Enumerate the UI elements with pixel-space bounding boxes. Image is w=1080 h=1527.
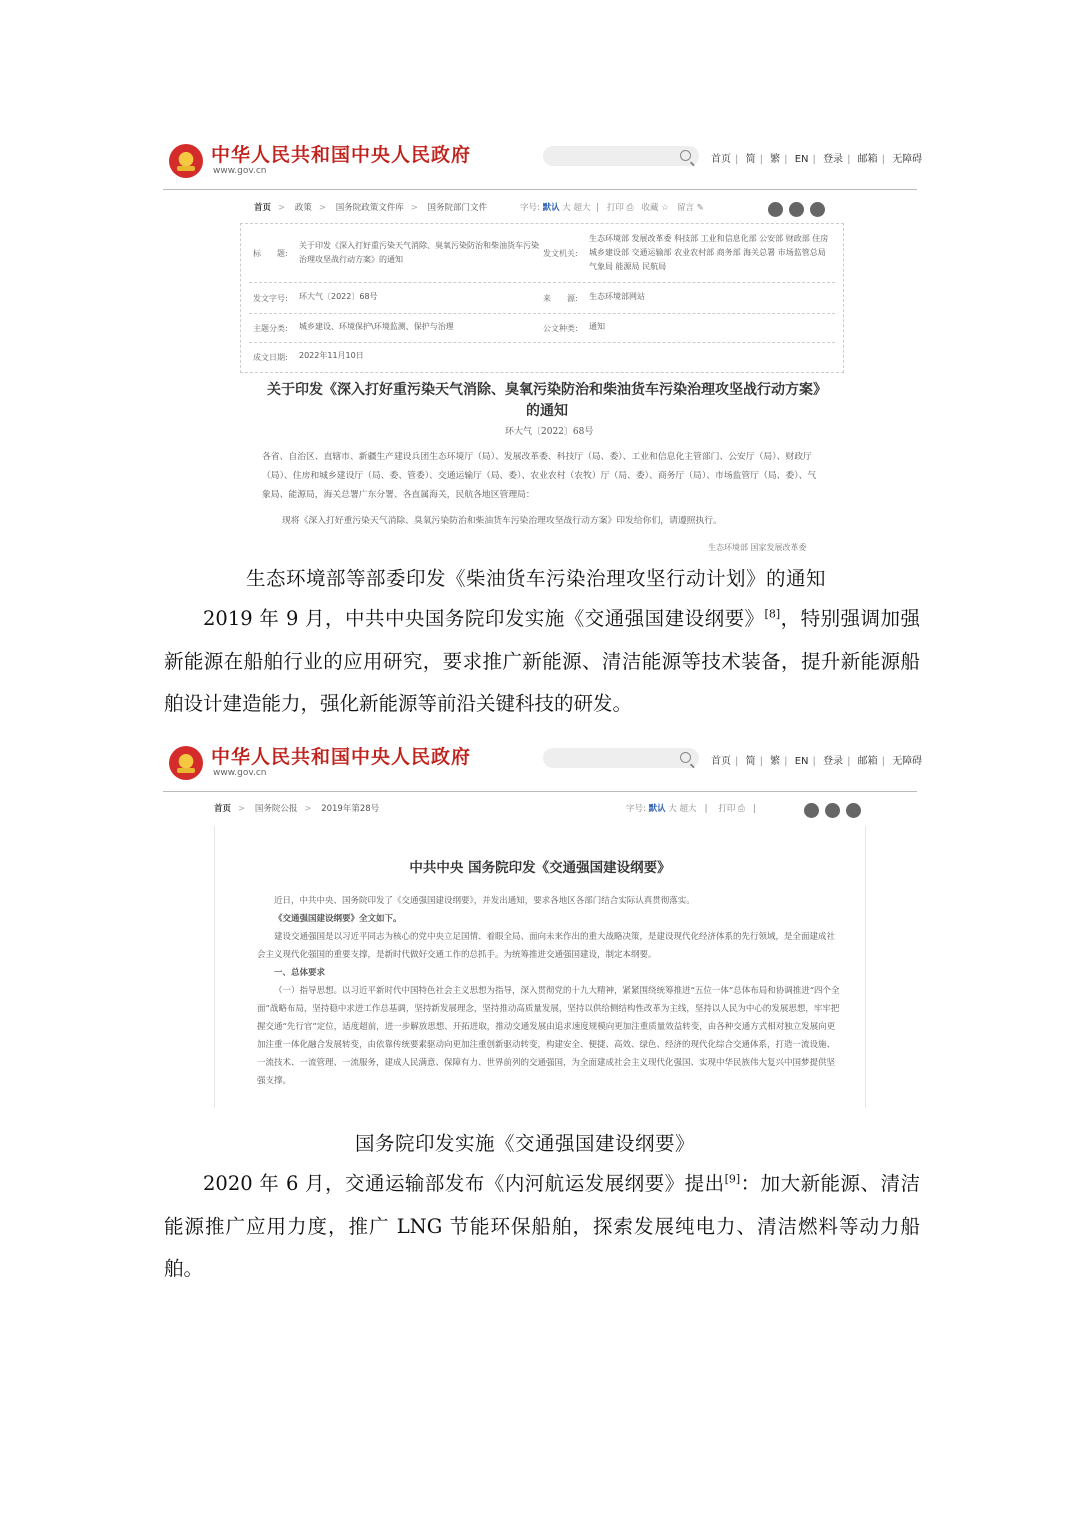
wechat-icon[interactable] (789, 202, 804, 217)
nav-traditional[interactable]: 繁 (770, 154, 781, 165)
crumb-home[interactable]: 首页 (214, 804, 232, 814)
article-paragraph: 建设交通强国是以习近平同志为核心的党中央立足国情、着眼全局、面向未来作出的重大战略决策，是建设现代化经济体系的先行领域，是全面建成社会主义现代化强国的重要支撑，是新时代做好交通工作的总抓手。为统筹推进交通强国建设，制定本纲要。 (257, 932, 836, 960)
star-icon[interactable] (810, 202, 825, 217)
share-icons (768, 199, 831, 218)
nav-english[interactable]: EN (794, 154, 809, 165)
crumb-gazette[interactable]: 国务院公报 (254, 804, 298, 814)
type-value: 通知 (589, 322, 605, 331)
crumb-dept-docs[interactable]: 国务院部门文件 (427, 203, 488, 213)
date-label: 成文日期: (253, 353, 288, 362)
favorite-button[interactable]: 收藏 (641, 203, 659, 213)
crumb-issue[interactable]: 2019年第28号 (321, 804, 380, 814)
comment-button[interactable]: 留言 (676, 203, 694, 213)
print-button[interactable]: 打印 (718, 804, 736, 814)
article-section-heading: 一、总体要求 (274, 968, 326, 978)
paragraph-text: ，特别强调加强新能源在船舶行业的应用研究，要求推广新能源、清洁能源等技术装备，提升新能源船舶设计建造能力，强化新能源等前沿关键科技的研发。 (164, 607, 920, 715)
article-body (257, 892, 842, 1090)
crumb-home[interactable]: 首页 (254, 203, 272, 213)
search-icon[interactable] (680, 150, 691, 161)
notice-title: 关于印发《深入打好重污染天气消除、臭氧污染防治和柴油货车污染治理攻坚战行动方案》的通知 (267, 382, 827, 419)
source-value: 生态环境部网站 (589, 292, 645, 301)
print-button[interactable]: 打印 (606, 203, 624, 213)
notice-body: 现将《深入打好重污染天气消除、臭氧污染防治和柴油货车污染治理攻坚战行动方案》印发给你们，请遵照执行。 (282, 516, 722, 526)
reference-mark: [9] (724, 1172, 741, 1186)
topic-value: 城乡建设、环境保护\环境监测、保护与治理 (299, 322, 454, 331)
date-value: 2022年11月10日 (299, 351, 364, 360)
nav-simplified[interactable]: 简 (745, 756, 756, 767)
type-label: 公文种类: (543, 324, 578, 333)
nav-accessibility[interactable]: 无障碍 (892, 154, 923, 165)
search-icon[interactable] (680, 752, 691, 763)
article-paragraph: 《交通强国建设纲要》全文如下。 (274, 914, 402, 924)
font-default-button[interactable]: 默认 (648, 804, 666, 814)
notice-recipients: 各省、自治区、直辖市、新疆生产建设兵团生态环境厅（局）、发展改革委、科技厅（局、委）、工业和信息化主管部门、公安厅（局）、财政厅（局）、住房和城乡建设厅（局、委、管委）、交通运输厅（局、委）、农业农村（农牧）厅（局、委）、商务厅（局）、市场监管厅（局、委）、气象局、能源局，海关总署广东分署、各直属海关，民航各地区管理局： (262, 452, 817, 500)
font-xlarge-button[interactable]: 超大 (573, 203, 591, 213)
star-icon[interactable] (846, 803, 861, 818)
nav-mail[interactable]: 邮箱 (857, 154, 878, 165)
weibo-icon[interactable] (768, 202, 783, 217)
article-paragraph: （一）指导思想。以习近平新时代中国特色社会主义思想为指导，深入贯彻党的十九大精神，紧紧围绕统筹推进“五位一体”总体布局和协调推进“四个全面”战略布局，坚持稳中求进工作总基调，坚持新发展理念，坚持推动高质量发展，坚持以供给侧结构性改革为主线，坚持以人民为中心的发展思想，牢牢把握交通“先行官”定位，适度超前，进一步解放思想、开拓进取，推动交通发展由追求速度规模向更加注重质量效益转变，由各种交通方式相对独立发展向更加注重一体化融合发展转变，由依靠传统要素驱动向更加注重创新驱动转变，构建安全、便捷、高效、绿色、经济的现代化综合交通体系，打造一流设施、一流技术、一流管理、一流服务，建成人民满意、保障有力、世界前列的交通强国，为全面建成社会主义现代化强国、实现中华民族伟大复兴中国梦提供坚强支撑。 (257, 986, 840, 1086)
nav-login[interactable]: 登录 (823, 154, 844, 165)
notice-signature: 生态环境部 国家发展改革委 (708, 543, 807, 552)
site-url: www.gov.cn (213, 166, 267, 176)
search-input[interactable] (543, 748, 699, 768)
breadcrumb: 首页 > 政策 > 国务院政策文件库 > 国务院部门文件 (254, 203, 488, 213)
notice-docno: 环大气〔2022〕68号 (505, 427, 594, 437)
nav-login[interactable]: 登录 (823, 756, 844, 767)
font-xlarge-button[interactable]: 超大 (679, 804, 697, 814)
reference-mark: [8] (764, 607, 781, 621)
nav-accessibility[interactable]: 无障碍 (892, 756, 923, 767)
figure-caption: 国务院印发实施《交通强国建设纲要》 (355, 1132, 696, 1155)
national-emblem-icon (169, 144, 203, 178)
font-large-button[interactable]: 大 (668, 804, 677, 814)
body-paragraph (164, 598, 920, 726)
crumb-policy-library[interactable]: 国务院政策文件库 (335, 203, 404, 213)
article-paragraph: 近日，中共中央、国务院印发了《交通强国建设纲要》，并发出通知，要求各地区各部门结合实际认真贯彻落实。 (274, 896, 695, 906)
font-size-label: 字号: (626, 804, 646, 814)
nav-home[interactable]: 首页 (711, 154, 731, 165)
top-nav: 首页 | 简 | 繁 | EN | 登录 | 邮箱 | 无障碍 (711, 154, 923, 165)
site-title[interactable]: 中华人民共和国中央人民政府 (211, 144, 472, 166)
share-icons (804, 800, 867, 819)
header-divider (163, 189, 917, 190)
topic-label: 主题分类: (253, 324, 288, 333)
title-label: 标 题: (253, 249, 288, 258)
title-value: 关于印发《深入打好重污染天气消除、臭氧污染防治和柴油货车污染治理攻坚战行动方案》的通知 (299, 241, 539, 264)
site-title[interactable]: 中华人民共和国中央人民政府 (211, 746, 472, 768)
docno-value: 环大气〔2022〕68号 (299, 292, 378, 301)
nav-home[interactable]: 首页 (711, 756, 731, 767)
national-emblem-icon (169, 746, 203, 780)
body-paragraph (164, 1163, 920, 1291)
document-meta-table (240, 223, 844, 373)
source-label: 来 源: (543, 294, 578, 303)
font-large-button[interactable]: 大 (562, 203, 571, 213)
nav-mail[interactable]: 邮箱 (857, 756, 878, 767)
figure-caption: 生态环境部等部委印发《柴油货车污染治理攻坚行动计划》的通知 (246, 567, 827, 590)
toolbar: 字号: 默认 大 超大 | 打印 ⎙ | (626, 804, 756, 814)
header-divider (163, 791, 917, 792)
site-url: www.gov.cn (213, 768, 267, 778)
toolbar: 字号: 默认 大 超大 | 打印 ⎙ 收藏 ☆ 留言 ✎ (520, 203, 704, 213)
article-title: 中共中央 国务院印发《交通强国建设纲要》 (409, 860, 671, 876)
top-nav: 首页 | 简 | 繁 | EN | 登录 | 邮箱 | 无障碍 (711, 756, 923, 767)
paragraph-text: 2019 年 9 月，中共中央国务院印发实施《交通强国建设纲要》 (203, 607, 765, 630)
breadcrumb: 首页 > 国务院公报 > 2019年第28号 (214, 804, 380, 814)
nav-traditional[interactable]: 繁 (770, 756, 781, 767)
wechat-icon[interactable] (825, 803, 840, 818)
nav-simplified[interactable]: 简 (745, 154, 756, 165)
font-size-label: 字号: (520, 203, 540, 213)
nav-english[interactable]: EN (794, 756, 809, 767)
paragraph-text: 2020 年 6 月，交通运输部发布《内河航运发展纲要》提出 (203, 1172, 725, 1195)
issuer-label: 发文机关: (543, 249, 578, 258)
crumb-policy[interactable]: 政策 (294, 203, 312, 213)
docno-label: 发文字号: (253, 294, 288, 303)
weibo-icon[interactable] (804, 803, 819, 818)
paragraph-text: ：加大新能源、清洁能源推广应用力度，推广 LNG 节能环保船舶，探索发展纯电力、清洁燃料等动力船舶。 (164, 1172, 920, 1280)
search-input[interactable] (543, 146, 699, 166)
article-panel (214, 826, 866, 1108)
font-default-button[interactable]: 默认 (542, 203, 560, 213)
issuer-value: 生态环境部 发展改革委 科技部 工业和信息化部 公安部 财政部 住房城乡建设部 交通运输部 农业农村部 商务部 海关总署 市场监管总局 气象局 能源局 民航局 (589, 234, 829, 271)
